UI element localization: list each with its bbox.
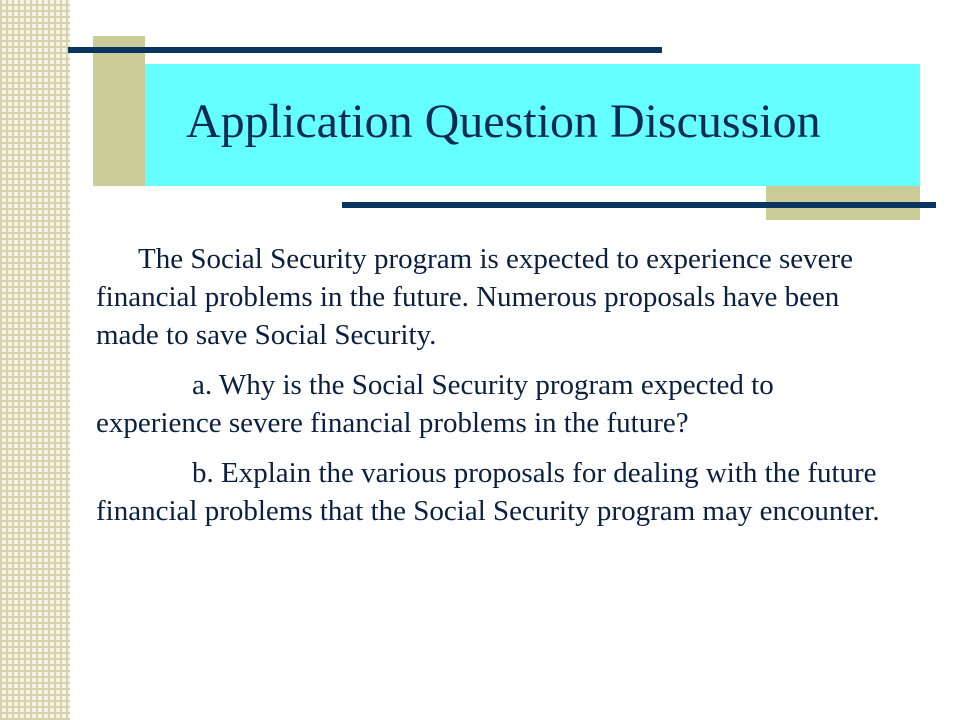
question-a: a. Why is the Social Security program expected to experience severe financial problems in the future? [96, 369, 774, 439]
title-rule-top [68, 47, 662, 53]
title-accent-block [93, 36, 145, 186]
slide-title: Application Question Discussion [186, 95, 821, 148]
slide-body [96, 240, 906, 530]
title-rule-bottom [342, 202, 936, 208]
question-b: b. Explain the various proposals for dealing with the future financial problems that the Social Security program may encounter. [96, 457, 880, 527]
intro-paragraph: The Social Security program is expected to experience severe financial problems in the future. Numerous proposals have been made to save Social Security. [96, 243, 854, 351]
left-pattern-strip [0, 0, 70, 720]
